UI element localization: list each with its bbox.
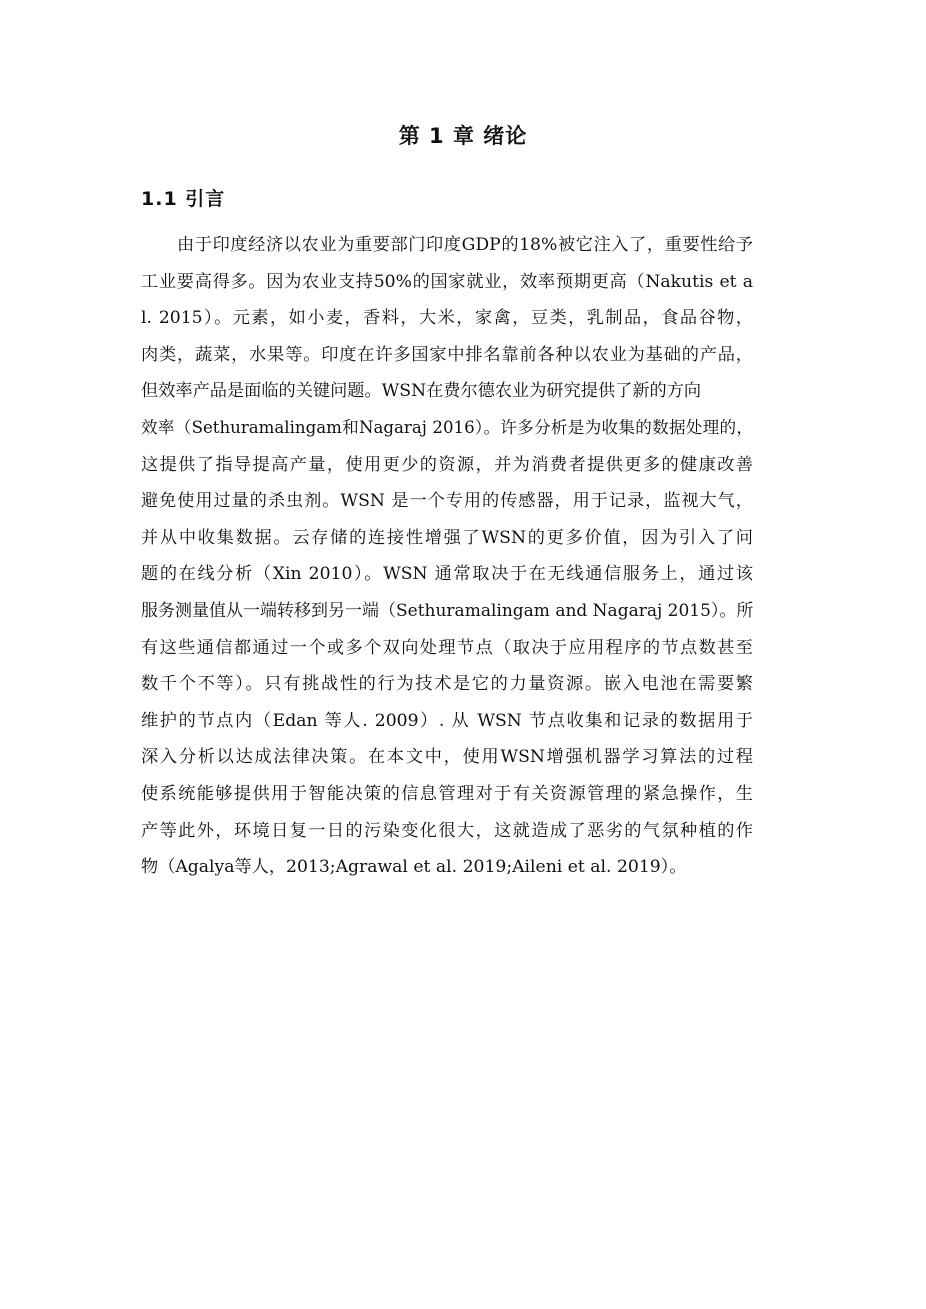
paragraph-line: 服务测量值从一端转移到另一端（Sethuramalingam and Nagaraj 2015）。所 bbox=[141, 600, 753, 621]
paragraph-line: 由于印度经济以农业为重要部门印度GDP的18%被它注入了，重要性给予 bbox=[177, 235, 753, 255]
paragraph-line: 肉类，蔬菜，水果等。印度在许多国家中排名靠前各种以农业为基础的产品， bbox=[141, 344, 753, 365]
section-title: 1.1 引言 bbox=[141, 188, 226, 210]
paragraph-line: 有这些通信都通过一个或多个双向处理节点（取决于应用程序的节点数甚至 bbox=[141, 637, 753, 658]
paragraph-line: 数千个不等）。只有挑战性的行为技术是它的力量资源。嵌入电池在需要繁 bbox=[141, 674, 753, 695]
paragraph-line: 效率（Sethuramalingam和Nagaraj 2016）。许多分析是为收集的数据处理的， bbox=[141, 417, 753, 437]
paragraph-line: 这提供了指导提高产量，使用更少的资源，并为消费者提供更多的健康改善 bbox=[141, 454, 753, 475]
paragraph-line: 题的在线分析（Xin 2010）。WSN 通常取决于在无线通信服务上，通过该 bbox=[141, 564, 753, 585]
paragraph-line: 并从中收集数据。云存储的连接性增强了WSN的更多价值，因为引入了问 bbox=[141, 527, 753, 548]
chapter-title: 第 1 章 绪论 bbox=[398, 124, 528, 148]
paragraph-line: 产等此外，环境日复一日的污染变化很大，这就造成了恶劣的气氛种植的作 bbox=[141, 820, 753, 841]
paragraph-line: 物（Agalya等人，2013;Agrawal et al. 2019;Aileni et al. 2019）。 bbox=[141, 857, 687, 878]
paragraph-line: 但效率产品是面临的关键问题。WSN在费尔德农业为研究提供了新的方向 bbox=[141, 381, 702, 402]
intro-paragraph bbox=[141, 227, 753, 886]
paragraph-line: 深入分析以达成法律决策。在本文中，使用WSN增强机器学习算法的过程 bbox=[141, 747, 753, 768]
paragraph-line: 工业要高得多。因为农业支持50%的国家就业，效率预期更高（Nakutis et a bbox=[141, 271, 753, 292]
paragraph-line: 维护的节点内（Edan 等人. 2009）. 从 WSN 节点收集和记录的数据用于 bbox=[141, 710, 753, 731]
paragraph-line: l. 2015）。元素，如小麦，香料，大米，家禽，豆类，乳制品，食品谷物， bbox=[141, 308, 753, 329]
paragraph-line: 避免使用过量的杀虫剂。WSN 是一个专用的传感器，用于记录，监视大气， bbox=[141, 491, 753, 512]
paragraph-line: 使系统能够提供用于智能决策的信息管理对于有关资源管理的紧急操作，生 bbox=[141, 783, 753, 804]
